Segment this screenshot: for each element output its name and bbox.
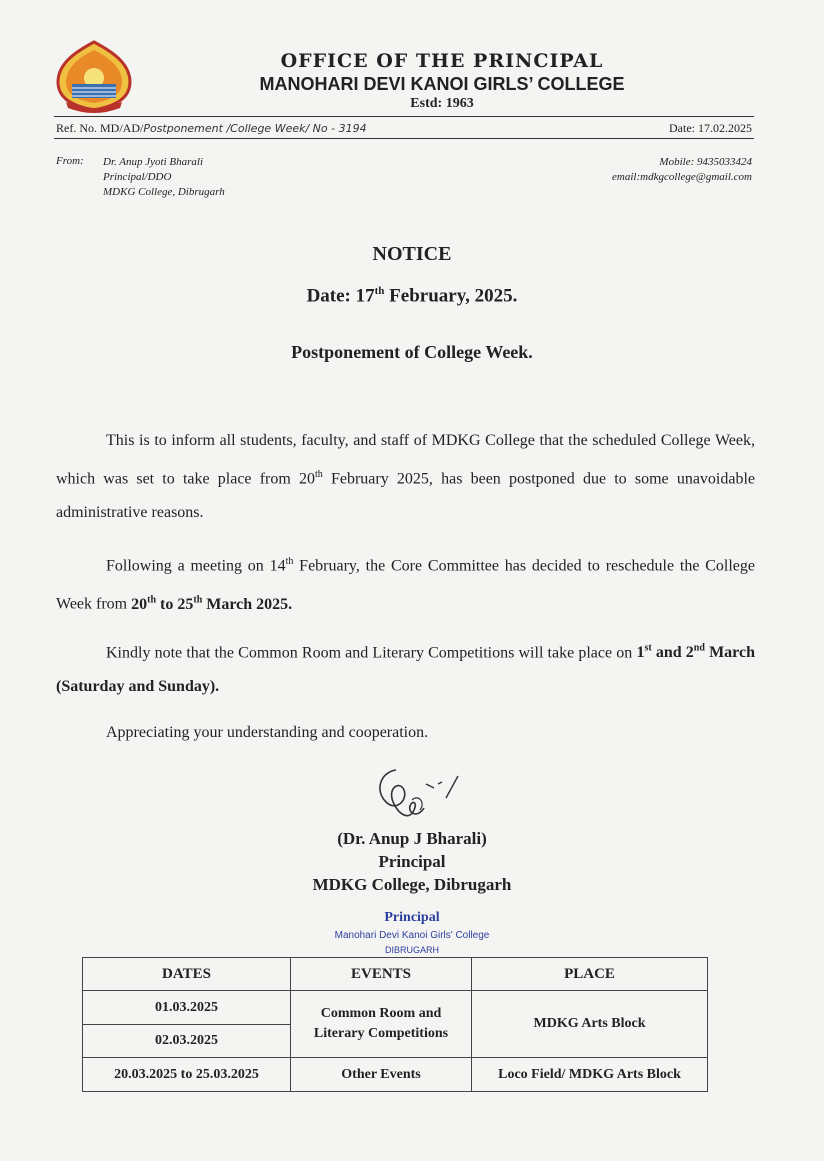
- ref-prefix: Ref. No. MD/AD/: [56, 121, 144, 135]
- row-place: Loco Field/ MDKG Arts Block: [472, 1058, 708, 1092]
- sender-block: [103, 155, 225, 200]
- established-year: Estd: 1963: [410, 96, 474, 111]
- contact-block: [612, 155, 752, 185]
- row-event-merged: Common Room and Literary Competitions: [291, 991, 472, 1058]
- sender-designation: Principal/DDO: [103, 171, 172, 183]
- row-date: 20.03.2025 to 25.03.2025: [83, 1058, 291, 1092]
- body-paragraph-2: Following a meeting on 14th February, the Core Committee has decided to reschedule the College Week from 20th to 25th March 2025.: [56, 556, 755, 613]
- ref-handwritten: Postponement /College Week/ No - 3194: [143, 122, 367, 135]
- from-label: From:: [56, 155, 84, 167]
- events-table: [82, 957, 708, 1092]
- header-place: PLACE: [472, 958, 708, 991]
- stamp-place: DIBRUGARH: [384, 945, 439, 955]
- row-place-merged: MDKG Arts Block: [472, 991, 708, 1058]
- mobile-number: Mobile: 9435033424: [659, 156, 752, 168]
- signature-icon: [366, 760, 476, 830]
- reference-number: [56, 121, 367, 136]
- header-rule-top: [54, 116, 754, 117]
- letter-date: Date: 17.02.2025: [669, 121, 752, 135]
- signatory-title: Principal: [378, 852, 446, 871]
- table-row: [83, 991, 708, 1025]
- sender-org: MDKG College, Dibrugarh: [103, 186, 225, 198]
- header-dates: DATES: [83, 958, 291, 991]
- stamp-college: Manohari Devi Kanoi Girls' College: [334, 930, 490, 941]
- notice-heading: NOTICE: [372, 243, 452, 265]
- header-rule-bottom: [54, 138, 754, 139]
- table-header-row: [83, 958, 708, 991]
- signatory-org: MDKG College, Dibrugarh: [312, 875, 512, 894]
- office-title: OFFICE OF THE PRINCIPAL: [280, 50, 604, 72]
- row-event: Other Events: [291, 1058, 472, 1092]
- table-row: [83, 1058, 708, 1092]
- stamp-title: Principal: [384, 910, 440, 925]
- row-date: 01.03.2025: [83, 991, 291, 1025]
- sender-name: Dr. Anup Jyoti Bharali: [103, 156, 204, 168]
- college-name: MANOHARI DEVI KANOI GIRLS’ COLLEGE: [259, 74, 625, 94]
- notice-subject: Postponement of College Week.: [291, 342, 533, 362]
- email-address: email:mdkgcollege@gmail.com: [612, 171, 752, 183]
- header-events: EVENTS: [291, 958, 472, 991]
- body-paragraph-1: This is to inform all students, faculty, and staff of MDKG College that the scheduled College Week, which was set to take place from 20th February 2025, has been postponed due to some unavoidable administrative reasons.: [56, 432, 756, 522]
- notice-date: Date: 17th February, 2025.: [306, 285, 518, 307]
- body-paragraph-3: Kindly note that the Common Room and Literary Competitions will take place on 1st and 2nd March (Saturday and Sunday).: [56, 643, 755, 696]
- signatory-name: (Dr. Anup J Bharali): [337, 829, 487, 848]
- row-date: 02.03.2025: [83, 1025, 291, 1058]
- body-paragraph-4: Appreciating your understanding and cooperation.: [106, 724, 429, 741]
